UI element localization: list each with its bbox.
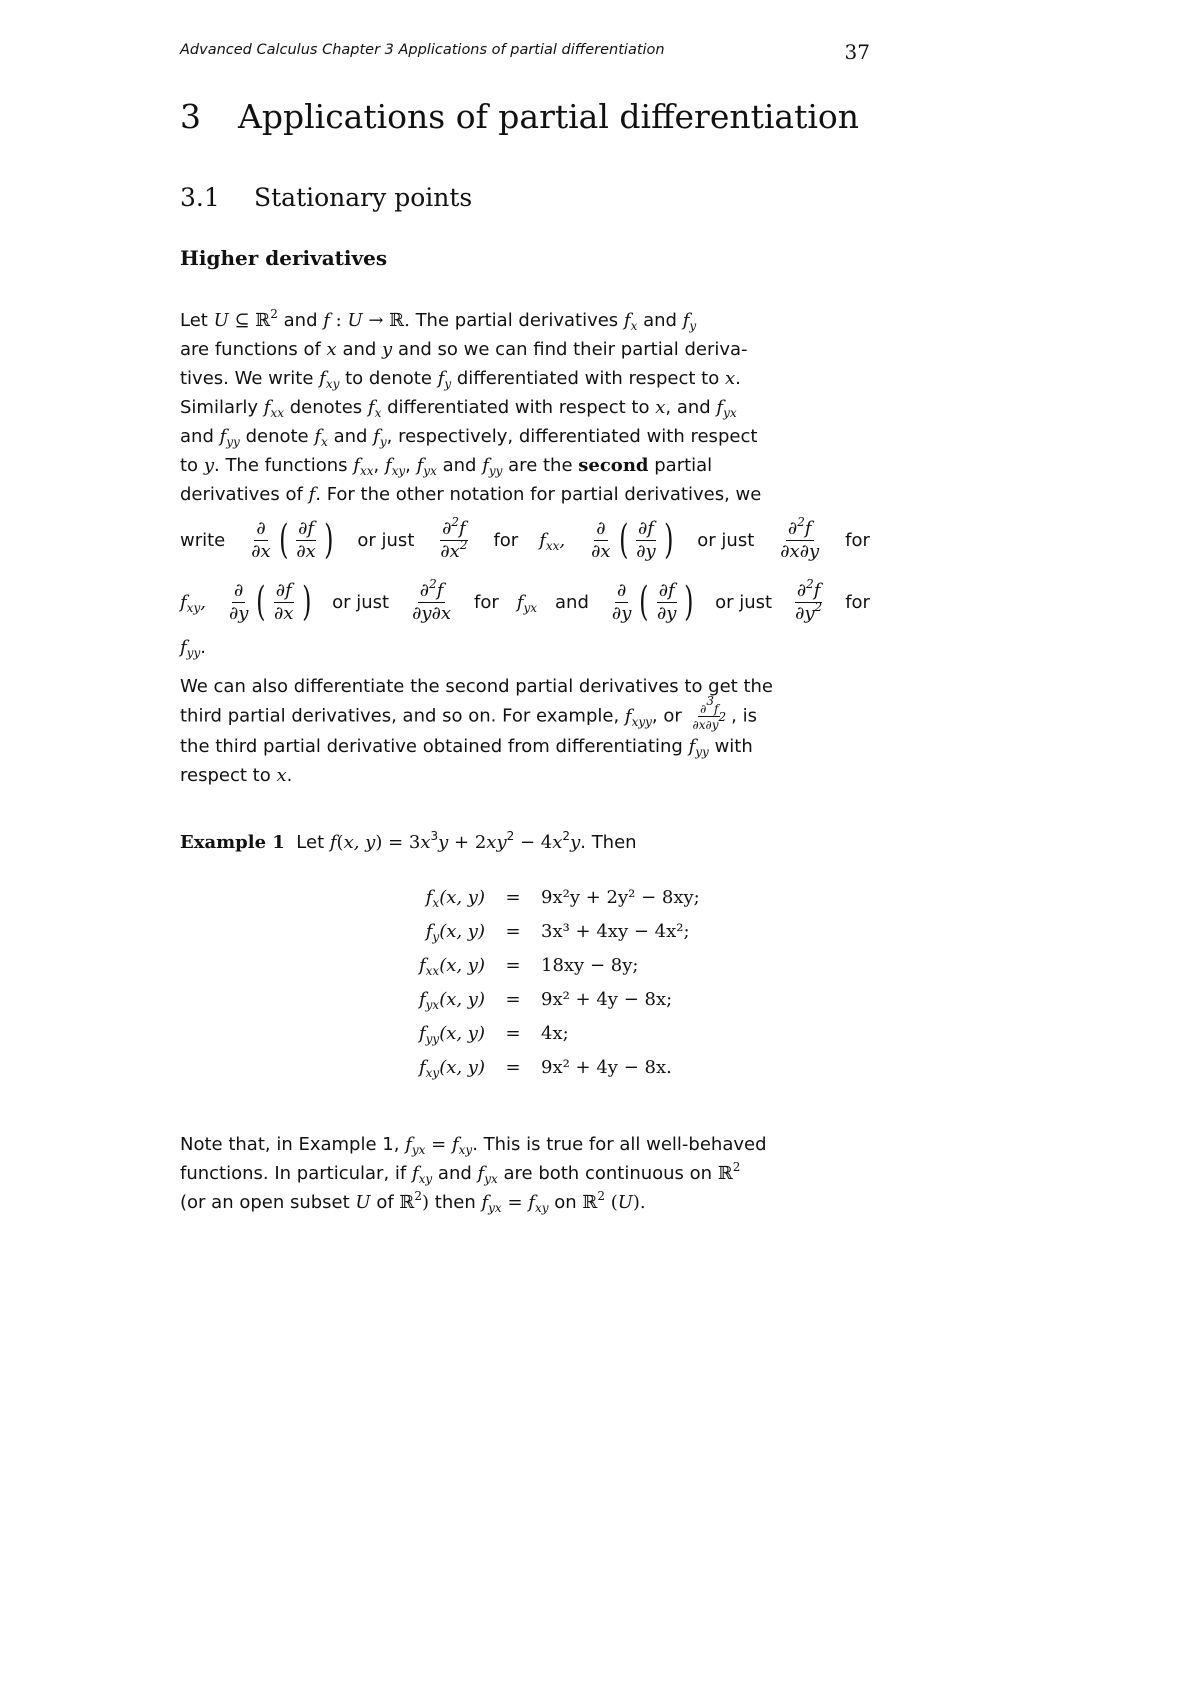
equals-sign: = — [505, 988, 521, 1010]
paragraph-higher-derivatives — [180, 306, 870, 662]
page-number: 37 — [844, 40, 870, 64]
equals-sign: = — [505, 1022, 521, 1044]
subsection-heading: Higher derivatives — [180, 246, 388, 270]
para1-line3: tives. We write $f_{xy}$ to denote $f_y$ differentiated with respect to x. — [180, 368, 741, 391]
running-header — [180, 40, 870, 64]
section-number: 3.1 — [180, 183, 220, 212]
equals-sign: = — [505, 920, 521, 942]
para1-line7: derivatives of f. For the other notation for partial derivatives, we — [180, 484, 762, 505]
equation-rhs: 4x; — [541, 1022, 569, 1044]
equation-row — [335, 982, 700, 1016]
equation-lhs: $f_{xy}(x$, y) — [418, 1056, 485, 1080]
para1-line9: $f_{xy}$, $\frac{\partial}{\partial y}$ ( $\frac{\partial f}{\partial x}$ ) or just $\frac{\partial^2f}{\partial y\partial x}$ for $f_{yx}$ and $\frac{\partial}{\partial y}$ ( $\frac{\partial f}{\partial y}$ ) or just $\frac{\partial^2f}{\partial y^2}$ for — [180, 576, 870, 625]
equation-row — [335, 1050, 700, 1084]
example-intro: Example 1 Let f(x, $y) = 3x^3y + 2xy^2 - 4x^2y$. Then — [180, 829, 637, 853]
para1-line8: write $\frac{\partial}{\partial x}$ ( $\frac{\partial f}{\partial x}$ ) or just $\frac{\partial^2f}{\partial x^2}$ for $f_{xx}$, $\frac{\partial}{\partial x}$ ( $\frac{\partial f}{\partial y}$ ) or just $\frac{\partial^2f}{\partial x\partial y}$ for — [180, 514, 870, 563]
equation-rhs: 9x² + 4y − 8x. — [541, 1056, 672, 1078]
para1-line6: to y. The functions $f_{xx}$, $f_{xy}$, $f_{yx}$ and $f_{yy}$ are the second partial — [180, 455, 713, 478]
equation-lhs: $f_x(x$, y) — [425, 886, 485, 910]
equals-sign: = — [505, 954, 521, 976]
para1-line2: are functions of x and y and so we can find their partial deriva- — [180, 339, 748, 360]
equation-row — [335, 1016, 700, 1050]
para2-line1: We can also differentiate the second partial derivatives to get the — [180, 676, 773, 697]
equation-rhs: 9x² + 4y − 8x; — [541, 988, 673, 1010]
equals-sign: = — [505, 1056, 521, 1078]
note-line2: functions. In particular, if $f_{xy}$ and $f_{yx}$ are both continuous on ℝ$^2$ — [180, 1160, 741, 1186]
equation-lhs: $f_{yx}(x$, y) — [418, 988, 485, 1012]
equation-rhs: 3x³ + 4xy − 4x²; — [541, 920, 690, 942]
note-line1: Note that, in Example 1, $f_{yx} = f_{xy}$. This is true for all well-behaved — [180, 1134, 767, 1157]
equation-lhs: $f_{xx}(x$, y) — [418, 954, 485, 978]
note-line3: (or an open subset U of ℝ$^2$) then $f_{yx} = f_{xy}$ on ℝ$^2$ (U). — [180, 1189, 646, 1215]
para2-line4: respect to x. — [180, 765, 293, 786]
para2-line3: the third partial derivative obtained from differentiating $f_{yy}$ with — [180, 736, 753, 759]
para1-line10: $f_{yy}$. — [180, 637, 206, 660]
chapter-heading — [180, 97, 859, 136]
example-equations — [335, 880, 700, 1084]
section-title: Stationary points — [254, 183, 473, 212]
para2-line2: third partial derivatives, and so on. For example, $f_{xyy}$, or $\frac{\partial^3f}{\partial x\partial y^2}$ , is — [180, 694, 757, 732]
paragraph-third-derivatives — [180, 672, 870, 790]
equation-row — [335, 914, 700, 948]
para1-line1: Let U ⊆ ℝ$^2$ and f : U → ℝ. The partial derivatives $f_x$ and $f_y$ — [180, 307, 697, 333]
example-label: Example 1 — [180, 832, 285, 853]
running-title: Advanced Calculus Chapter 3 Applications of partial differentiation — [180, 42, 665, 58]
paragraph-note — [180, 1130, 870, 1217]
equation-row — [335, 948, 700, 982]
equation-rhs: 9x²y + 2y² − 8xy; — [541, 886, 700, 908]
chapter-title: Applications of partial differentiation — [238, 97, 860, 136]
section-heading — [180, 183, 472, 212]
equation-lhs: $f_{yy}(x$, y) — [418, 1022, 485, 1046]
equation-lhs: $f_y(x$, y) — [425, 920, 485, 944]
chapter-number: 3 — [180, 97, 201, 136]
equation-row — [335, 880, 700, 914]
equation-rhs: 18xy − 8y; — [541, 954, 639, 976]
para1-line5: and $f_{yy}$ denote $f_x$ and $f_y$, respectively, differentiated with respect — [180, 426, 758, 449]
para1-line4: Similarly $f_{xx}$ denotes $f_x$ differentiated with respect to x, and $f_{yx}$ — [180, 397, 737, 420]
equals-sign: = — [505, 886, 521, 908]
